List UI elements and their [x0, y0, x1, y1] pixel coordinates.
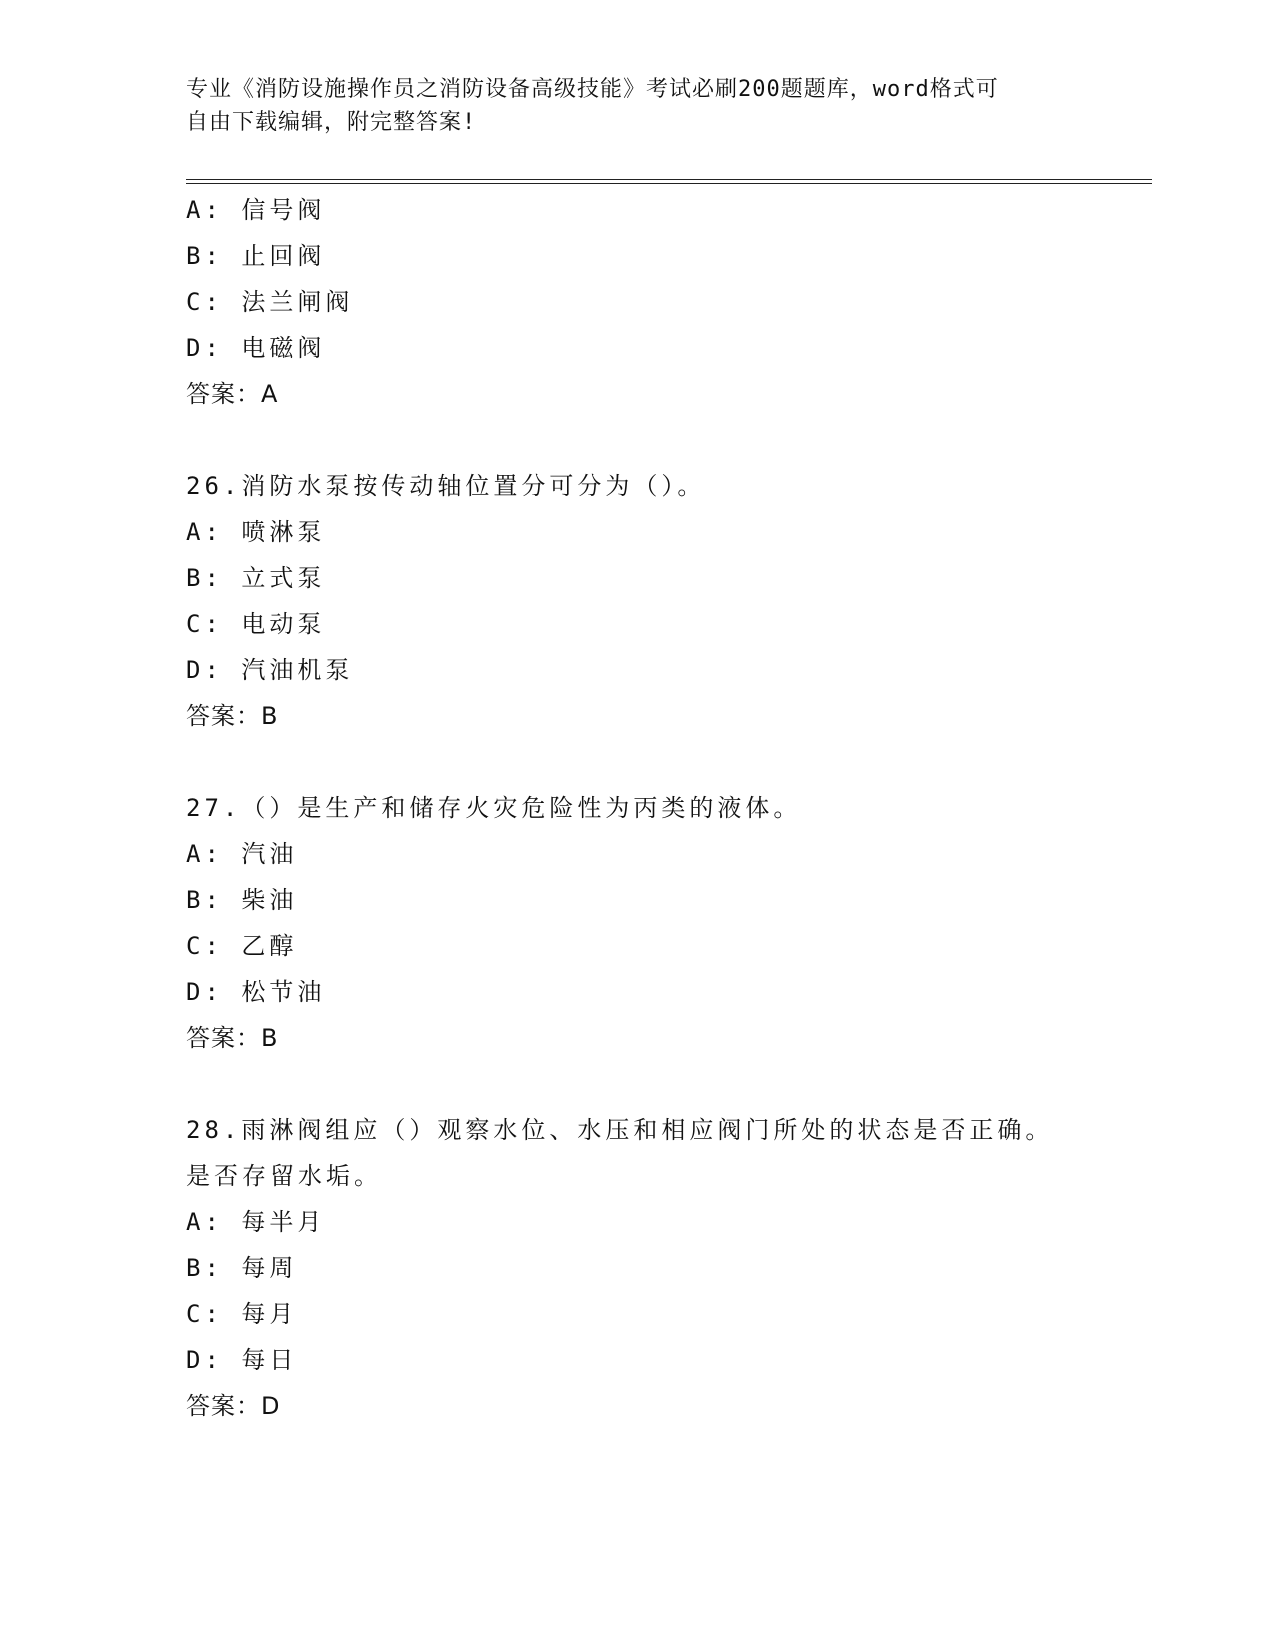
header-line-2: 自由下载编辑，附完整答案!: [186, 110, 477, 135]
option-b: B: 每周: [186, 1254, 298, 1282]
question-text: 26.消防水泵按传动轴位置分可分为（）。: [186, 472, 706, 500]
question-text: 27.（）是生产和储存火灾危险性为丙类的液体。: [186, 794, 802, 822]
option-d: D: 每日: [186, 1346, 298, 1374]
option-a: A: 信号阀: [186, 196, 326, 224]
question-27: [186, 785, 1146, 1061]
question-28: [186, 1107, 1146, 1429]
option-c: C: 乙醇: [186, 932, 298, 960]
answer: 答案：D: [186, 1392, 281, 1420]
spacer: [186, 417, 1146, 463]
question-26: [186, 463, 1146, 739]
option-a: A: 每半月: [186, 1208, 326, 1236]
header-line-1: 专业《消防设施操作员之消防设备高级技能》考试必刷200题题库，word格式可: [186, 77, 999, 102]
option-a: A: 汽油: [186, 840, 298, 868]
option-b: B: 止回阀: [186, 242, 326, 270]
spacer: [186, 739, 1146, 785]
spacer: [186, 1061, 1146, 1107]
option-c: C: 每月: [186, 1300, 298, 1328]
option-b: B: 立式泵: [186, 564, 326, 592]
option-a: A: 喷淋泵: [186, 518, 326, 546]
answer: 答案：A: [186, 380, 279, 408]
option-c: C: 电动泵: [186, 610, 326, 638]
header-divider-top: [186, 179, 1152, 180]
option-c: C: 法兰闸阀: [186, 288, 354, 316]
answer: 答案：B: [186, 1024, 279, 1052]
document-header: [186, 73, 1086, 139]
header-divider-bottom: [186, 183, 1152, 184]
question-text-continued: 是否存留水垢。: [186, 1162, 382, 1190]
question-list: [186, 187, 1146, 1429]
option-d: D: 电磁阀: [186, 334, 326, 362]
question-25: [186, 187, 1146, 417]
option-b: B: 柴油: [186, 886, 298, 914]
answer: 答案：B: [186, 702, 279, 730]
option-d: D: 汽油机泵: [186, 656, 354, 684]
option-d: D: 松节油: [186, 978, 326, 1006]
question-text: 28.雨淋阀组应（）观察水位、水压和相应阀门所处的状态是否正确。: [186, 1116, 1054, 1144]
